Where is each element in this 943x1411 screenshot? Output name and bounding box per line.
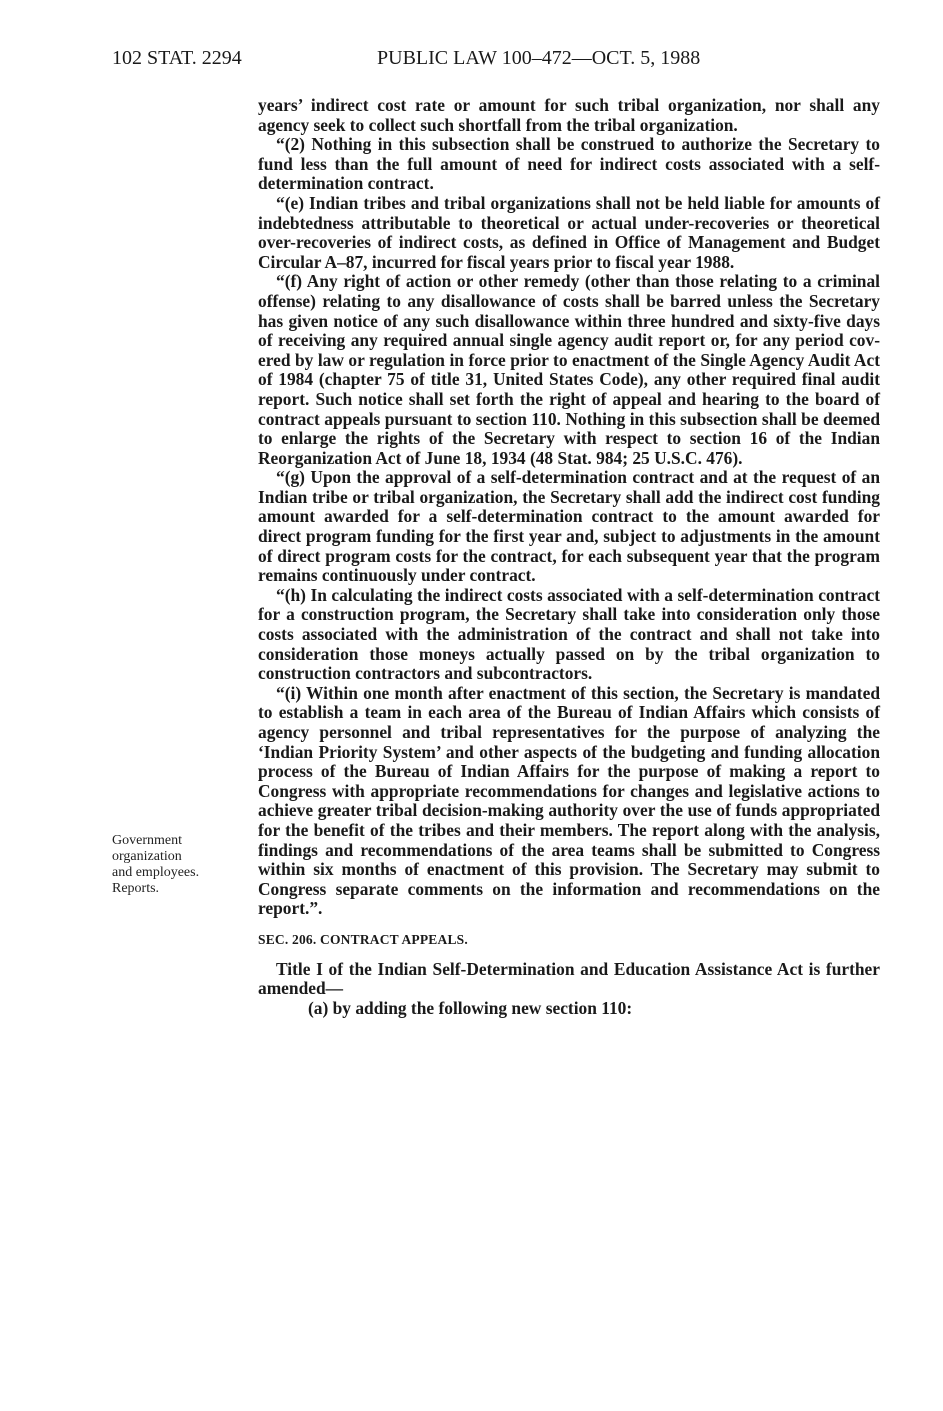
law-title: PUBLIC LAW 100–472—OCT. 5, 1988 — [377, 47, 701, 69]
paragraph-h: “(h) In calculating the indirect costs associated with a self-determination contract for a construction program, the Secretary shall take into consideration only those costs associated with the administration of the contract and shall not take into consideration those moneys actually passed on by the tribal organization to construction contractors and subcontractors. — [258, 584, 880, 684]
margin-note-line: Government — [112, 833, 182, 848]
section-heading: SEC. 206. CONTRACT APPEALS. — [258, 931, 468, 947]
section-intro: Title I of the Indian Self-Determination and Education Assistance Act is further amended— — [258, 958, 880, 999]
paragraph-i: “(i) Within one month after enactment of this section, the Secretary is mandated to establish a team in each area of the Bureau of Indian Affairs which consists of agency personnel and tribal representatives for the purpose of analyzing the ‘Indian Priority System’ and other aspects of the budgeting and funding allocation process of the Bureau of Indian Affairs for the purpose of making a report to Congress with appropriate recommendations for changes and legislative actions to achieve greater tribal decision-making authority over the use of funds appropriated for the benefit of the tribes and their members. The report along with the analysis, findings and recommendations of the area teams shall be submitted to Congress within six months of enactment of this provision. The Secretary may submit to Congress separate comments on the information and recommendations on the report.”. — [258, 682, 880, 919]
paragraph-continuation: years’ indirect cost rate or amount for such tribal organization, nor shall any agency seek to collect such shortfall from the tribal organization. — [258, 95, 880, 135]
statute-body — [258, 96, 880, 1018]
page-header — [112, 47, 842, 75]
margin-note — [112, 833, 242, 897]
margin-note-line: and employees. — [112, 865, 200, 880]
margin-note-line: Reports. — [112, 881, 160, 896]
statute-page-reference: 102 STAT. 2294 — [112, 47, 242, 69]
margin-note-line: organization — [112, 849, 182, 864]
paragraph-d2: “(2) Nothing in this subsection shall be construed to authorize the Secretary to fund less than the full amount of need for indirect costs associated with a self-determination contract. — [258, 134, 880, 194]
paragraph-f: “(f) Any right of action or other remedy (other than those relating to a criminal offense) relating to any disallowance of costs shall be barred unless the Secretary has given notice of any such disallowance within three hundred and sixty-five days of receiving any required annual single agency audit report or, for any period covered by law or regulation in force prior to enactment of the Single Agency Audit Act of 1984 (chapter 75 of title 31, United States Code), any other required final audit report. Such notice shall set forth the right of appeal and hearing to the board of contract appeals pursuant to section 110. Nothing in this subsection shall be deemed to enlarge the rights of the Secretary with respect to section 16 of the Indian Reorganization Act of June 18, 1934 (48 Stat. 984; 25 U.S.C. 476). — [258, 271, 880, 468]
subsection-a: (a) by adding the following new section 110: — [308, 997, 633, 1018]
paragraph-e: “(e) Indian tribes and tribal organizations shall not be held liable for amounts of indebtedness attributable to theoretical or actual under-recoveries or theoretical over-recoveries of indirect costs, as defined in Office of Management and Budget Circular A–87, incurred for fiscal years prior to fiscal year 1988. — [258, 192, 880, 272]
paragraph-g: “(g) Upon the approval of a self-determination contract and at the request of an Indian tribe or tribal organization, the Secretary shall add the indirect cost funding amount awarded for a self-determination contract to the amount awarded for direct program funding for the first year and, subject to adjustments in the amount of direct program costs for the contract, for each subsequent year that the program remains continuously under contract. — [258, 467, 880, 586]
